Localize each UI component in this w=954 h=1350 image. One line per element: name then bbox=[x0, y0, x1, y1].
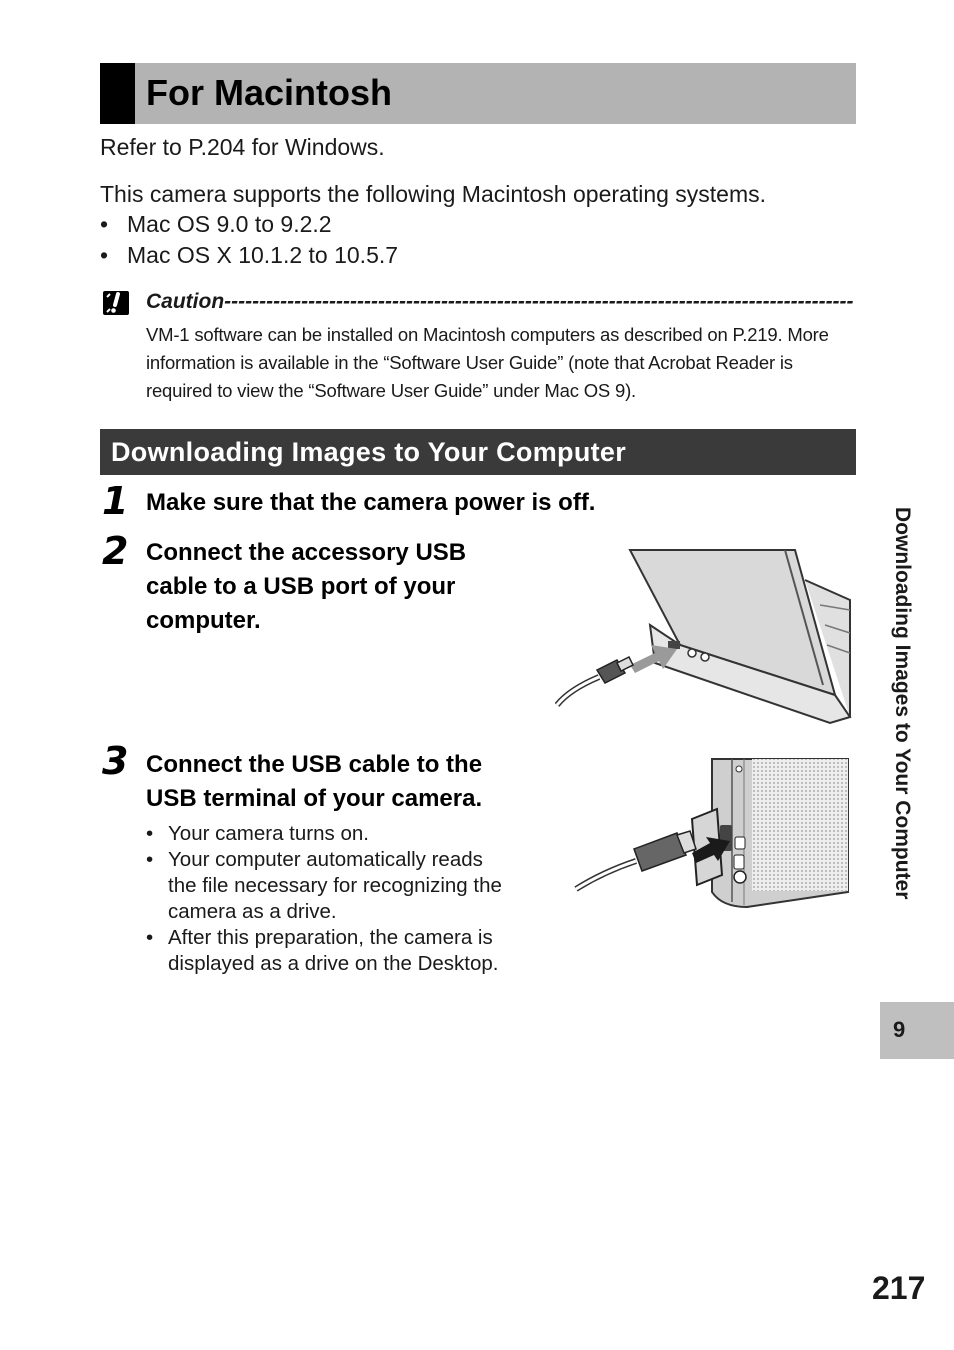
chapter-side-label-text: Downloading Images to Your Computer bbox=[891, 507, 914, 900]
supported-os-intro: This camera supports the following Macintosh operating systems. bbox=[100, 181, 767, 207]
note-line: Your computer automatically reads bbox=[168, 848, 483, 871]
chapter-side-label bbox=[887, 507, 917, 1007]
step-number: 1 bbox=[102, 479, 129, 523]
bullet-dot: • bbox=[146, 822, 154, 845]
caution-line: information is available in the “Software User Guide” (note that Acrobat Reader is bbox=[146, 352, 793, 373]
note-line: the file necessary for recognizing the bbox=[168, 874, 502, 897]
caution-body bbox=[146, 321, 856, 405]
step-instruction bbox=[146, 748, 482, 816]
step-line: Connect the accessory USB bbox=[146, 539, 467, 566]
step-line: cable to a USB port of your bbox=[146, 573, 456, 600]
note-item bbox=[146, 821, 546, 847]
chapter-number: 9 bbox=[893, 1017, 906, 1042]
caution-line: VM-1 software can be installed on Macintosh computers as described on P.219. More bbox=[146, 324, 829, 345]
section-title: For Macintosh bbox=[146, 72, 393, 113]
note-item bbox=[146, 847, 546, 925]
note-line: Your camera turns on. bbox=[168, 822, 369, 845]
bullet-dot: • bbox=[100, 211, 109, 237]
os-list-item-text: Mac OS X 10.1.2 to 10.5.7 bbox=[127, 242, 399, 268]
step-number: 3 bbox=[102, 739, 129, 783]
bullet-dot: • bbox=[146, 926, 154, 949]
page-number: 217 bbox=[872, 1270, 926, 1306]
bullet-dot: • bbox=[146, 848, 154, 871]
caution-icon bbox=[102, 290, 130, 316]
laptop-usb-port-illustration bbox=[555, 545, 855, 730]
bullet-dot: • bbox=[100, 242, 109, 268]
section-heading-marker bbox=[100, 63, 135, 124]
os-list-item-text: Mac OS 9.0 to 9.2.2 bbox=[127, 211, 332, 237]
note-line: camera as a drive. bbox=[168, 900, 337, 923]
note-line: After this preparation, the camera is bbox=[168, 926, 493, 949]
step-instruction: Make sure that the camera power is off. bbox=[146, 489, 596, 516]
camera-usb-terminal-illustration bbox=[572, 757, 854, 912]
step-line: computer. bbox=[146, 607, 261, 634]
step-notes bbox=[146, 821, 546, 977]
step-instruction bbox=[146, 536, 466, 638]
note-item bbox=[146, 925, 546, 977]
caution-line: required to view the “Software User Guide” under Mac OS 9). bbox=[146, 380, 636, 401]
step-line: Connect the USB cable to the bbox=[146, 751, 483, 778]
step-line: USB terminal of your camera. bbox=[146, 785, 483, 812]
caution-heading: Caution------------------------------------------------------------------------------------------ bbox=[146, 290, 854, 313]
note-line: displayed as a drive on the Desktop. bbox=[168, 952, 499, 975]
chapter-tab bbox=[880, 1002, 954, 1059]
refer-windows-text: Refer to P.204 for Windows. bbox=[100, 134, 385, 160]
subsection-title: Downloading Images to Your Computer bbox=[111, 437, 627, 467]
step-number: 2 bbox=[102, 529, 129, 573]
